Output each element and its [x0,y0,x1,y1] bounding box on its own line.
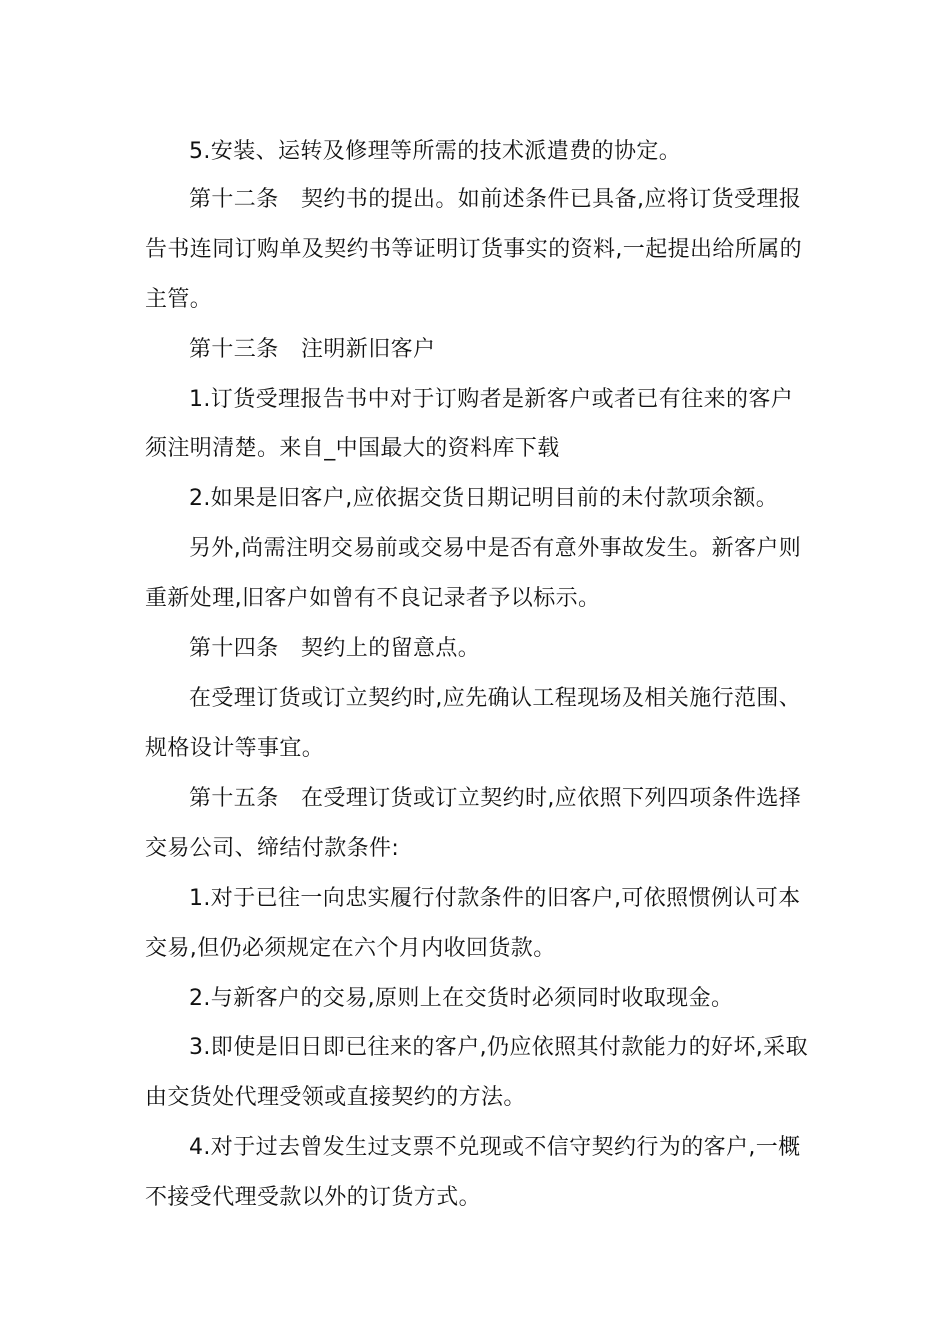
text-line: 交易公司、缔结付款条件: [145,836,400,861]
text-line: 1.订货受理报告书中对于订购者是新客户或者已有往来的客户 [189,387,794,412]
text-line: 3.即使是旧日即已往来的客户,仍应依照其付款能力的好坏,采取 [189,1035,808,1060]
text-line: 交易,但仍必须规定在六个月内收回货款。 [145,936,556,961]
text-line: 另外,尚需注明交易前或交易中是否有意外事故发生。新客户则 [189,536,802,561]
article-12-heading: 第十二条 契约书的提出。如前述条件已具备,应将订货受理报 [189,187,802,212]
text-line: 在受理订货或订立契约时,应先确认工程现场及相关施行范围、 [189,686,802,711]
article-14-heading: 第十四条 契约上的留意点。 [189,636,481,661]
text-line: 不接受代理受款以外的订货方式。 [145,1185,482,1210]
text-line: 须注明清楚。来自_中国最大的资料库下载 [145,436,560,461]
text-line: 4.对于过去曾发生过支票不兑现或不信守契约行为的客户,一概 [189,1135,801,1160]
text-line: 5.安装、运转及修理等所需的技术派遣费的协定。 [189,139,682,164]
text-line: 告书连同订购单及契约书等证明订货事实的资料,一起提出给所属的 [145,237,802,262]
text-line: 2.与新客户的交易,原则上在交货时必须同时收取现金。 [189,986,734,1011]
text-line: 主管。 [145,287,213,312]
text-line: 2.如果是旧客户,应依据交货日期记明目前的未付款项余额。 [189,486,779,511]
article-15-heading: 第十五条 在受理订货或订立契约时,应依照下列四项条件选择 [189,786,802,811]
text-line: 规格设计等事宜。 [145,736,325,761]
text-line: 1.对于已往一向忠实履行付款条件的旧客户,可依照惯例认可本 [189,886,801,911]
text-line: 重新处理,旧客户如曾有不良记录者予以标示。 [145,586,601,611]
article-13-heading: 第十三条 注明新旧客户 [189,337,436,362]
text-line: 由交货处代理受领或直接契约的方法。 [145,1085,526,1110]
